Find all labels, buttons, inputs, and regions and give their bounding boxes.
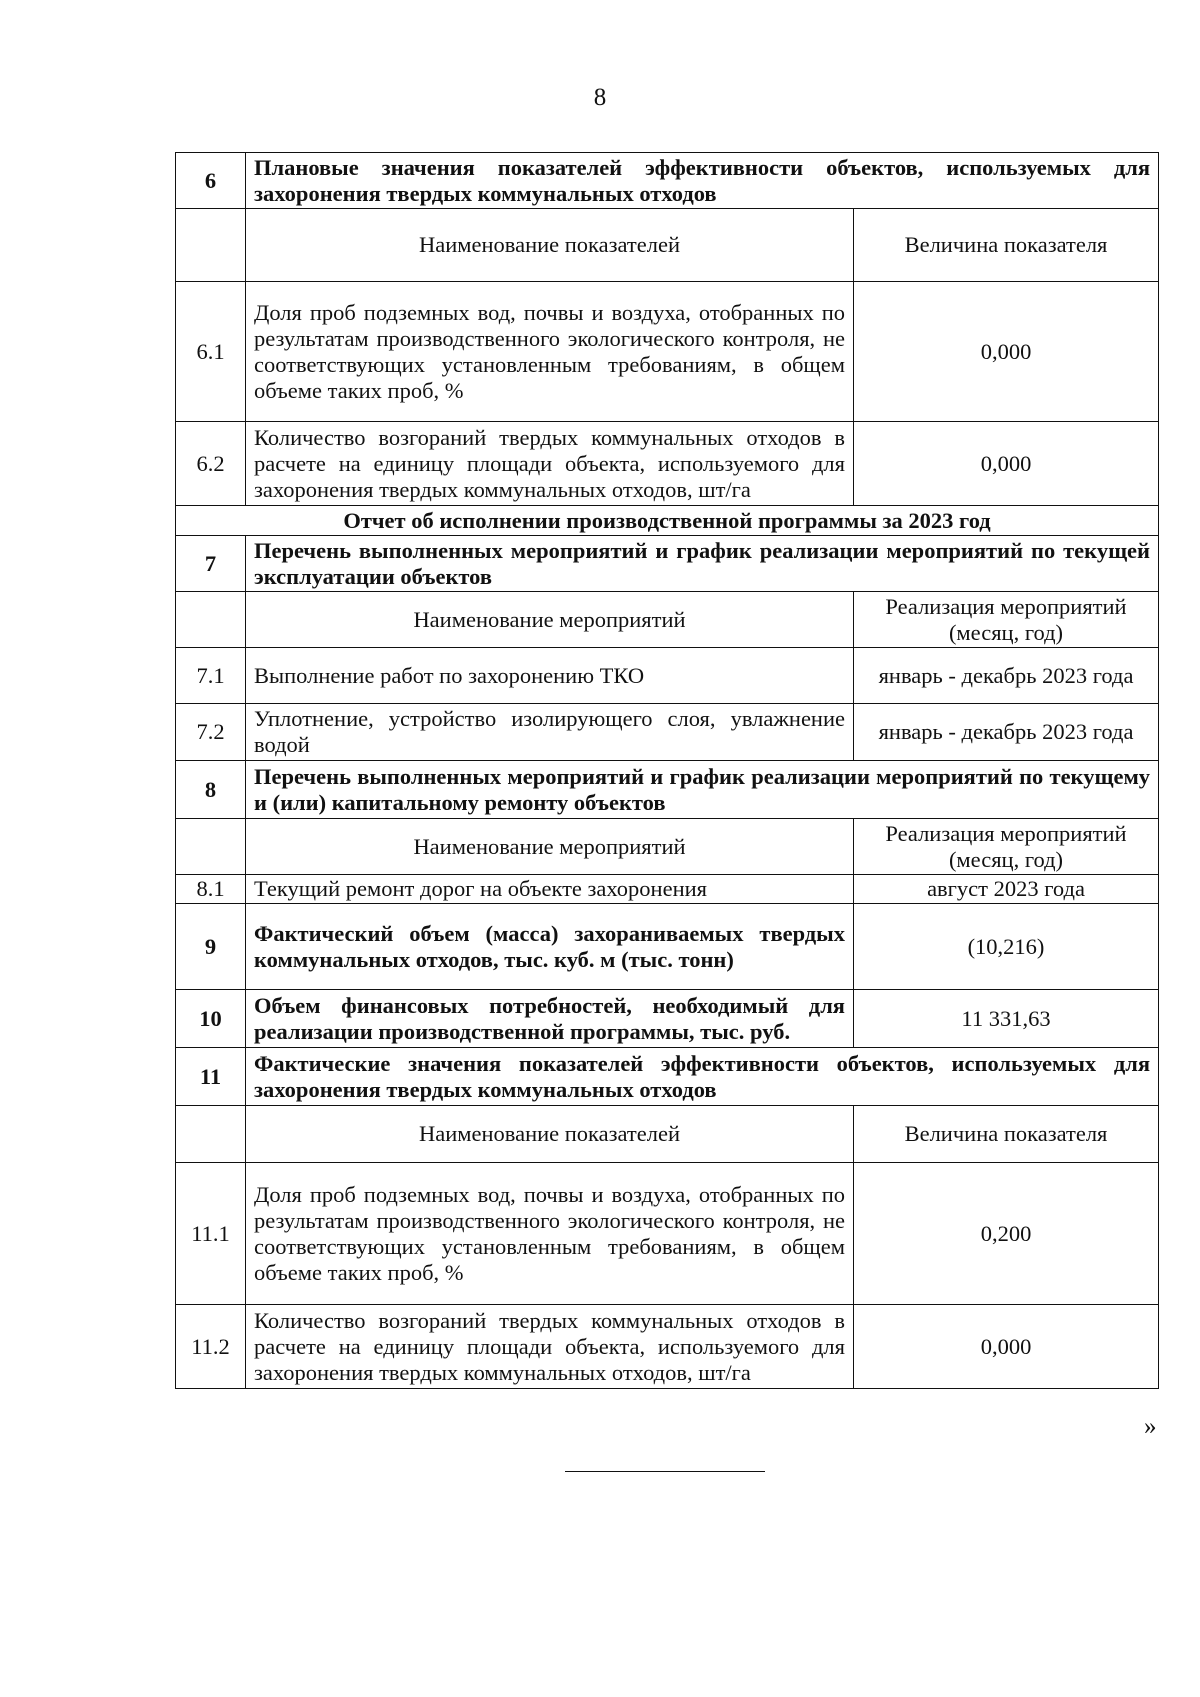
section-6-header-row xyxy=(176,153,1159,209)
indicator-value: 0,000 xyxy=(854,1305,1159,1389)
indicator-value: 0,000 xyxy=(854,282,1159,422)
table-row xyxy=(176,1163,1159,1305)
report-title-row xyxy=(176,506,1159,536)
row-number: 11.1 xyxy=(176,1163,246,1305)
section-number: 10 xyxy=(176,990,246,1048)
activity-period: август 2023 года xyxy=(854,875,1159,904)
indicator-name: Количество возгораний твердых коммунальных отходов в расчете на единицу площади объекта, используемого для захоронения твердых коммунальных отходов, шт/га xyxy=(246,1305,854,1389)
section-number: 11 xyxy=(176,1048,246,1106)
column-header-row xyxy=(176,592,1159,648)
section-title: Плановые значения показателей эффективности объектов, используемых для захоронения твердых коммунальных отходов xyxy=(246,153,1159,209)
indicator-value: 0,200 xyxy=(854,1163,1159,1305)
column-header-value: Реализация мероприятий (месяц, год) xyxy=(854,819,1159,875)
column-header-name: Наименование показателей xyxy=(246,1106,854,1163)
page-number: 8 xyxy=(593,84,607,111)
column-header-row xyxy=(176,209,1159,282)
section-10-row xyxy=(176,990,1159,1048)
table-row xyxy=(176,875,1159,904)
column-header-value: Величина показателя xyxy=(854,209,1159,282)
table-row xyxy=(176,282,1159,422)
column-header-value: Реализация мероприятий (месяц, год) xyxy=(854,592,1159,648)
column-header-value: Величина показателя xyxy=(854,1106,1159,1163)
section-number: 7 xyxy=(176,536,246,592)
column-header-name: Наименование мероприятий xyxy=(246,819,854,875)
closing-quote: » xyxy=(1144,1413,1157,1440)
row-number: 11.2 xyxy=(176,1305,246,1389)
section-value: (10,216) xyxy=(854,904,1159,990)
section-7-header-row xyxy=(176,536,1159,592)
section-title: Перечень выполненных мероприятий и график реализации мероприятий по текущему и (или) капитальному ремонту объектов xyxy=(246,761,1159,819)
row-number: 6.1 xyxy=(176,282,246,422)
table-row xyxy=(176,422,1159,506)
row-number: 6.2 xyxy=(176,422,246,506)
activity-name: Выполнение работ по захоронению ТКО xyxy=(246,648,854,704)
activity-period: январь - декабрь 2023 года xyxy=(854,648,1159,704)
activity-name: Текущий ремонт дорог на объекте захоронения xyxy=(246,875,854,904)
production-program-table xyxy=(175,152,1159,1389)
section-number: 6 xyxy=(176,153,246,209)
row-number: 8.1 xyxy=(176,875,246,904)
report-title: Отчет об исполнении производственной программы за 2023 год xyxy=(176,506,1159,536)
indicator-name: Количество возгораний твердых коммунальных отходов в расчете на единицу площади объекта, используемого для захоронения твердых коммунальных отходов, шт/га xyxy=(246,422,854,506)
activity-period: январь - декабрь 2023 года xyxy=(854,704,1159,761)
section-8-header-row xyxy=(176,761,1159,819)
indicator-name: Доля проб подземных вод, почвы и воздуха, отобранных по результатам производственного экологического контроля, не соответствующих установленным требованиям, в общем объеме таких проб, % xyxy=(246,1163,854,1305)
section-number: 9 xyxy=(176,904,246,990)
empty-cell xyxy=(176,819,246,875)
column-header-name: Наименование показателей xyxy=(246,209,854,282)
table-row xyxy=(176,648,1159,704)
empty-cell xyxy=(176,209,246,282)
column-header-name: Наименование мероприятий xyxy=(246,592,854,648)
section-title: Объем финансовых потребностей, необходимый для реализации производственной программы, тыс. руб. xyxy=(246,990,854,1048)
table-row xyxy=(176,1305,1159,1389)
section-value: 11 331,63 xyxy=(854,990,1159,1048)
indicator-value: 0,000 xyxy=(854,422,1159,506)
separator-line xyxy=(565,1471,765,1472)
section-9-row xyxy=(176,904,1159,990)
indicator-name: Доля проб подземных вод, почвы и воздуха, отобранных по результатам производственного экологического контроля, не соответствующих установленным требованиям, в общем объеме таких проб, % xyxy=(246,282,854,422)
empty-cell xyxy=(176,592,246,648)
section-title: Фактические значения показателей эффективности объектов, используемых для захоронения твердых коммунальных отходов xyxy=(246,1048,1159,1106)
column-header-row xyxy=(176,819,1159,875)
activity-name: Уплотнение, устройство изолирующего слоя, увлажнение водой xyxy=(246,704,854,761)
section-11-header-row xyxy=(176,1048,1159,1106)
section-number: 8 xyxy=(176,761,246,819)
table-row xyxy=(176,704,1159,761)
column-header-row xyxy=(176,1106,1159,1163)
row-number: 7.1 xyxy=(176,648,246,704)
empty-cell xyxy=(176,1106,246,1163)
section-title: Перечень выполненных мероприятий и график реализации мероприятий по текущей эксплуатации объектов xyxy=(246,536,1159,592)
row-number: 7.2 xyxy=(176,704,246,761)
section-title: Фактический объем (масса) захораниваемых твердых коммунальных отходов, тыс. куб. м (тыс. тонн) xyxy=(246,904,854,990)
